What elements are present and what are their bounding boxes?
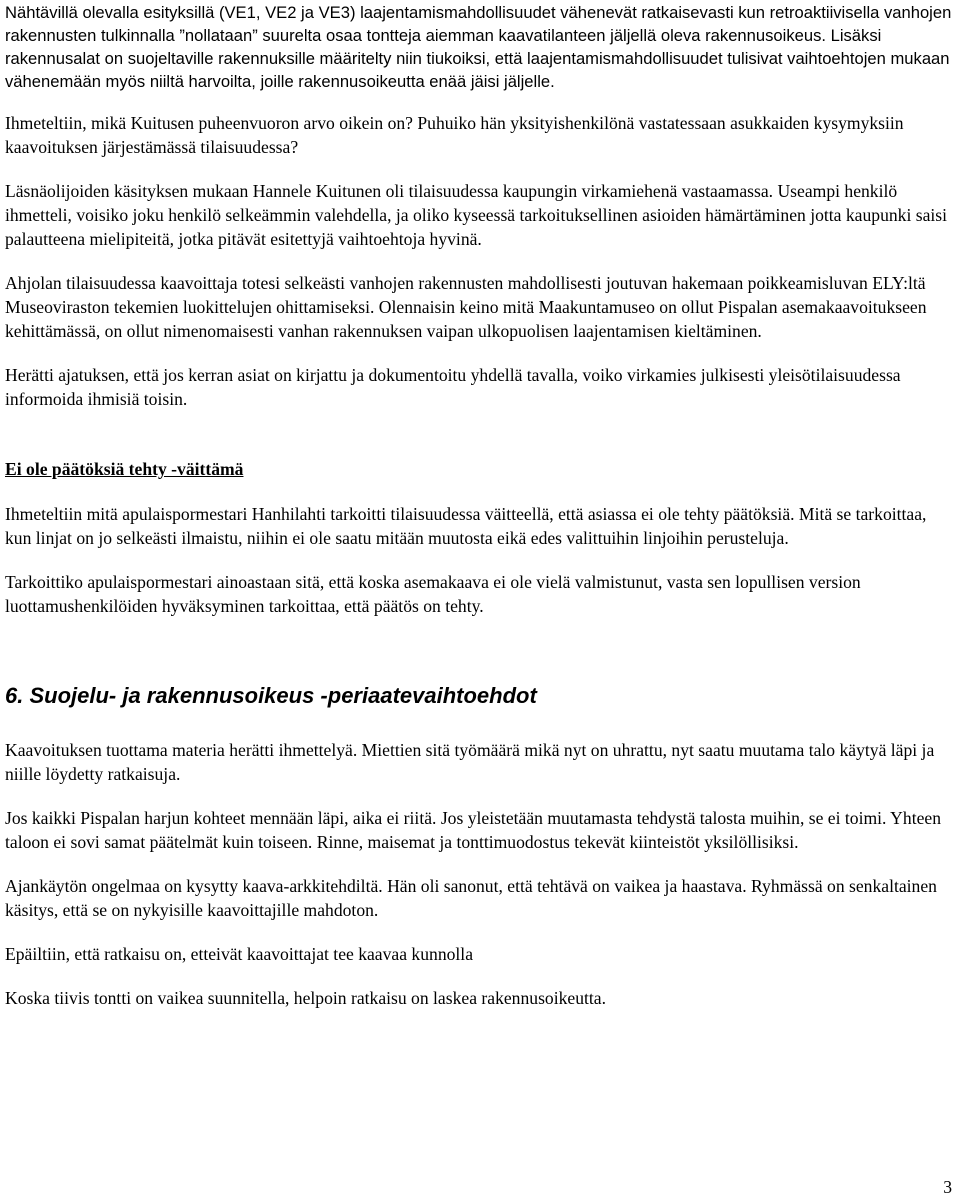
paragraph: Herätti ajatuksen, että jos kerran asiat on kirjattu ja dokumentoitu yhdellä tavalla, voiko virkamies julkisesti yleisötilaisuudessa informoida ihmisiä toisin.: [5, 365, 901, 409]
page-number: 3: [943, 1177, 952, 1197]
paragraph: Kaavoituksen tuottama materia herätti ihmettelyä. Miettien sitä työmäärä mikä nyt on uhrattu, nyt saatu muutama talo käytyä läpi ja niille löydetty ratkaisuja.: [5, 740, 935, 784]
paragraph: Tarkoittiko apulaispormestari ainoastaan sitä, että koska asemakaava ei ole vielä valmistunut, vasta sen lopullisen version luottamushenkilöiden hyväksyminen tarkoittaa, että päätös on tehty.: [5, 572, 861, 616]
paragraph: Ihmeteltiin mitä apulaispormestari Hanhilahti tarkoitti tilaisuudessa väitteellä, että asiassa ei ole tehty päätöksiä. Mitä se tarkoittaa, kun linjat on jo selkeästi ilmaistu, niihin ei ole saatu mitään muutosta eikä edes valittuihin linjoihin perusteluja.: [5, 504, 927, 548]
paragraph: Ajankäytön ongelmaa on kysytty kaava-arkkitehdiltä. Hän oli sanonut, että tehtävä on vaikea ja haastava. Ryhmässä on senkaltainen käsitys, että se on nykyisille kaavoittajille mahdoton.: [5, 876, 937, 920]
paragraph: Ihmeteltiin, mikä Kuitusen puheenvuoron arvo oikein on? Puhuiko hän yksityishenkilönä vastatessaan asukkaiden kysymyksiin kaavoituksen järjestämässä tilaisuudessa?: [5, 113, 904, 157]
subheading: Ei ole päätöksiä tehty -väittämä: [5, 459, 244, 479]
section-heading: 6. Suojelu- ja rakennusoikeus -periaatevaihtoehdot: [5, 683, 537, 708]
paragraph: Jos kaikki Pispalan harjun kohteet mennään läpi, aika ei riitä. Jos yleistetään muutamasta tehdystä talosta muihin, se ei toimi. Yhteen taloon ei sovi samat päätelmät kuin toiseen. Rinne, maisemat ja tonttimuodostus tekevät kiinteistöt yksilöllisiksi.: [5, 808, 941, 852]
paragraph: Läsnäolijoiden käsityksen mukaan Hannele Kuitunen oli tilaisuudessa kaupungin virkamiehenä vastaamassa. Useampi henkilö ihmetteli, voisiko joku henkilö selkeämmin valehdella, ja oliko kyseessä tarkoituksellinen asioiden hämärtäminen jotta kaupunki saisi palautteena mielipiteitä, jotka pitävät esitettyjä vaihtoehtoja hyvinä.: [5, 181, 948, 249]
paragraph: Koska tiivis tontti on vaikea suunnitella, helpoin ratkaisu on laskea rakennusoikeutta.: [5, 988, 606, 1008]
document-page: [5, 0, 955, 1010]
paragraph: Nähtävillä olevalla esityksillä (VE1, VE2 ja VE3) laajentamismahdollisuudet vähenevät ratkaisevasti kun retroaktiivisella vanhojen rakennusten tulkinnalla ”nollataan” suurelta osaa tontteja aiemman kaavatilanteen jäljellä oleva rakennusoikeus. Lisäksi rakennusalat on suojeltaville rakennuksille määritelty niin tiukoiksi, että laajentamismahdollisuudet tulisivat vaihtoehtojen mukaan vähenemään myös niiltä harvoilta, joille rakennusoikeutta enää jäisi jäljelle.: [5, 3, 952, 91]
paragraph: Ahjolan tilaisuudessa kaavoittaja totesi selkeästi vanhojen rakennusten mahdollisesti joutuvan hakemaan poikkeamisluvan ELY:ltä Museoviraston tekemien luokittelujen ohittamiseksi. Olennaisin keino mitä Maakuntamuseo on ollut Pispalan asemakaavoitukseen kehittämässä, on ollut nimenomaisesti vanhan rakennuksen vaipan ulkopuolisen laajentamisen kieltäminen.: [5, 273, 927, 341]
paragraph: Epäiltiin, että ratkaisu on, etteivät kaavoittajat tee kaavaa kunnolla: [5, 944, 474, 964]
